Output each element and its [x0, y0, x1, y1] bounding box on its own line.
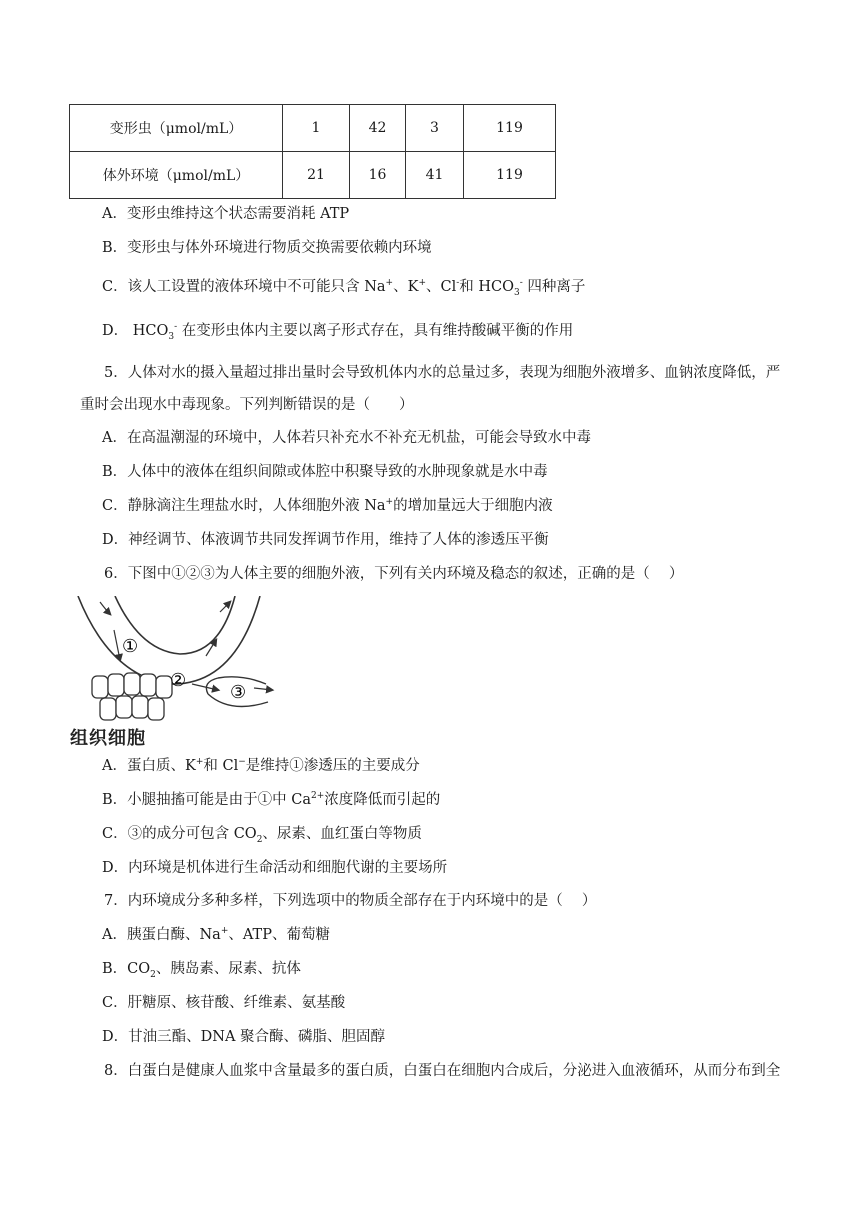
text: 的增加量远大于细胞内液: [393, 498, 553, 514]
table-cell: 41: [406, 152, 464, 199]
superscript: −: [238, 757, 246, 768]
q7-option-c: C．肝糖原、核苷酸、纤维素、氨基酸: [102, 995, 346, 1011]
q6-option-a: [102, 756, 420, 776]
table-row: [70, 105, 556, 152]
q5-option-a: A．在高温潮湿的环境中，人体若只补充水不补充无机盐，可能会导致水中毒: [102, 430, 591, 446]
text: A．胰蛋白酶、Na: [102, 927, 221, 943]
table-cell: 16: [350, 152, 406, 199]
ion-concentration-table: [69, 104, 556, 199]
q5-option-d: D．神经调节、体液调节共同发挥调节作用，维持了人体的渗透压平衡: [102, 532, 549, 548]
text: C．静脉滴注生理盐水时，人体细胞外液 Na: [102, 498, 386, 514]
superscript: +: [195, 757, 204, 768]
q6-stem: 6．下图中①②③为人体主要的细胞外液，下列有关内环境及稳态的叙述，正确的是（ ）: [104, 566, 684, 582]
flow-arrow: [100, 602, 110, 614]
superscript: +: [418, 278, 426, 289]
lymph-vessel-end: [206, 678, 218, 694]
text: 、ATP、葡萄糖: [228, 927, 330, 943]
text: B．CO: [102, 961, 151, 977]
label-2: ②: [170, 670, 187, 691]
q4-option-d: [102, 321, 573, 341]
table-cell: 21: [283, 152, 350, 199]
q4-option-b: B．变形虫与体外环境进行物质交换需要依赖内环境: [102, 240, 432, 256]
label-1: ①: [122, 636, 139, 657]
q7-stem: 7．内环境成分多种多样，下列选项中的物质全部存在于内环境中的是（ ）: [104, 893, 597, 909]
superscript: +: [385, 278, 394, 289]
vessel-diagram: [70, 596, 280, 724]
superscript: -: [456, 278, 460, 289]
label-3: ③: [230, 682, 247, 703]
subscript: 3: [168, 331, 175, 342]
text: 和 HCO: [459, 279, 515, 295]
table-cell: 42: [350, 105, 406, 152]
superscript: -: [519, 278, 523, 289]
q6-option-b: [102, 790, 440, 810]
flow-arrow: [192, 684, 218, 690]
superscript: +: [220, 926, 229, 937]
flow-arrow: [254, 688, 272, 690]
text: 和 Cl: [203, 758, 239, 774]
text: B．小腿抽搐可能是由于①中 Ca: [102, 792, 312, 808]
q8-stem: 8．白蛋白是健康人血浆中含量最多的蛋白质，白蛋白在细胞内合成后，分泌进入血液循环，从而分布到全: [104, 1063, 781, 1079]
q5-stem: 5．人体对水的摄入量超过排出量时会导致机体内水的总量过多，表现为细胞外液增多、血钠浓度降低，严: [104, 365, 781, 381]
text: 、尿素、血红蛋白等物质: [262, 826, 422, 842]
q7-option-a: [102, 925, 330, 945]
q7-option-d: D．甘油三酯、DNA 聚合酶、磷脂、胆固醇: [102, 1029, 386, 1045]
text: HCO: [128, 323, 169, 339]
q6-option-c: [102, 824, 422, 844]
table-cell: 119: [464, 105, 556, 152]
table-cell: 1: [283, 105, 350, 152]
subscript: 2: [150, 969, 156, 980]
q5-option-b: B．人体中的液体在组织间隙或体腔中积聚导致的水肿现象就是水中毒: [102, 464, 548, 480]
table-cell: 3: [406, 105, 464, 152]
text: 、K: [393, 279, 419, 295]
table-cell: 119: [464, 152, 556, 199]
superscript: -: [174, 322, 178, 333]
text: A．蛋白质、K: [102, 758, 196, 774]
q7-option-b: [102, 959, 301, 979]
text: 四种离子: [522, 279, 586, 295]
text: C．③的成分可包含 CO: [102, 826, 257, 842]
q5-option-c: [102, 496, 553, 516]
table-cell: 变形虫（μmol/mL）: [70, 105, 283, 152]
q4-option-a: A．变形虫维持这个状态需要消耗 ATP: [102, 206, 350, 222]
superscript: 2+: [311, 791, 325, 802]
q6-option-d: D．内环境是机体进行生命活动和细胞代谢的主要场所: [102, 860, 448, 876]
text: 浓度降低而引起的: [324, 792, 441, 808]
superscript: +: [385, 497, 394, 508]
text: 、胰岛素、尿素、抗体: [155, 961, 301, 977]
figure-caption: 组织细胞: [70, 728, 146, 749]
text: D．: [102, 323, 129, 339]
text: C．该人工设置的液体环境中不可能只含 Na: [102, 279, 386, 295]
subscript: 2: [256, 834, 263, 845]
q4-option-c: [102, 277, 585, 297]
flow-arrow: [220, 602, 230, 612]
text: 、Cl: [425, 279, 457, 295]
table-cell: 体外环境（μmol/mL）: [70, 152, 283, 199]
q5-stem-continued: 重时会出现水中毒现象。下列判断错误的是（ ）: [80, 397, 414, 413]
text: 在变形虫体内主要以离子形式存在，具有维持酸碱平衡的作用: [177, 323, 574, 339]
text: 是维持①渗透压的主要成分: [245, 758, 420, 774]
tissue-cells: [92, 673, 172, 720]
subscript: 3: [514, 287, 520, 298]
table-row: [70, 152, 556, 199]
body-fluid-diagram: [70, 596, 280, 748]
